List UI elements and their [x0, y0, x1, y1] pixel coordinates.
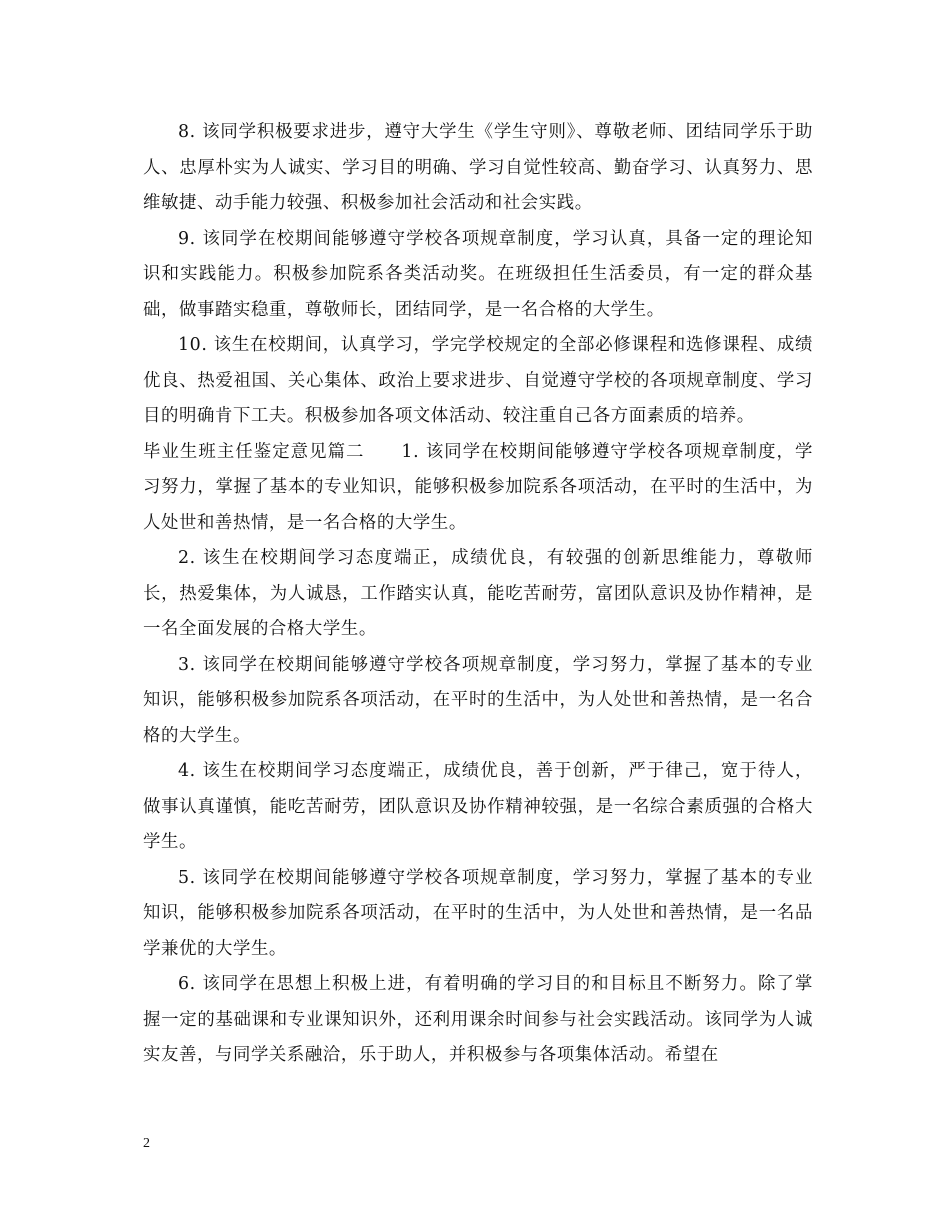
paragraph-item-3: 3. 该同学在校期间能够遵守学校各项规章制度，学习努力，掌握了基本的专业知识，能够积极参加院系各项活动，在平时的生活中，为人处世和善热情，是一名合格的大学生。	[143, 654, 813, 746]
page-number: 2	[143, 1136, 150, 1151]
paragraph-item-8: 8. 该同学积极要求进步，遵守大学生《学生守则》、尊敬老师、团结同学乐于助人、忠厚朴实为人诚实、学习目的明确、学习自觉性较高、勤奋学习、认真努力、思维敏捷、动手能力较强、积极参加社会活动和社会实践。	[143, 122, 813, 213]
paragraph-item-5: 5. 该同学在校期间能够遵守学校各项规章制度，学习努力，掌握了基本的专业知识，能够积极参加院系各项活动，在平时的生活中，为人处世和善热情，是一名品学兼优的大学生。	[143, 867, 813, 959]
section-heading-paragraph: 毕业生班主任鉴定意见篇二 1. 该同学在校期间能够遵守学校各项规章制度，学习努力，掌握了基本的专业知识，能够积极参加院系各项活动，在平时的生活中，为人处世和善热情，是一名合格的大学生。	[143, 441, 813, 533]
paragraph-item-10: 10. 该生在校期间，认真学习，学完学校规定的全部必修课程和选修课程、成绩优良、热爱祖国、关心集体、政治上要求进步、自觉遵守学校的各项规章制度、学习目的明确肯下工夫。积极参加各项文体活动、较注重自己各方面素质的培养。	[143, 335, 813, 426]
paragraph-item-9: 9. 该同学在校期间能够遵守学校各项规章制度，学习认真，具备一定的理论知识和实践能力。积极参加院系各类活动奖。在班级担任生活委员，有一定的群众基础，做事踏实稳重，尊敬师长，团结同学，是一名合格的大学生。	[143, 228, 813, 320]
paragraph-item-2: 2. 该生在校期间学习态度端正，成绩优良，有较强的创新思维能力，尊敬师长，热爱集体，为人诚恳，工作踏实认真，能吃苦耐劳，富团队意识及协作精神，是一名全面发展的合格大学生。	[143, 548, 813, 639]
paragraph-item-6: 6. 该同学在思想上积极上进，有着明确的学习目的和目标且不断努力。除了掌握一定的基础课和专业课知识外，还利用课余时间参与社会实践活动。该同学为人诚实友善，与同学关系融洽，乐于助人，并积极参与各项集体活动。希望在	[143, 974, 813, 1065]
document-body	[143, 115, 813, 1074]
paragraph-item-4: 4. 该生在校期间学习态度端正，成绩优良，善于创新，严于律己，宽于待人，做事认真谨慎，能吃苦耐劳，团队意识及协作精神较强，是一名综合素质强的合格大学生。	[143, 761, 813, 852]
